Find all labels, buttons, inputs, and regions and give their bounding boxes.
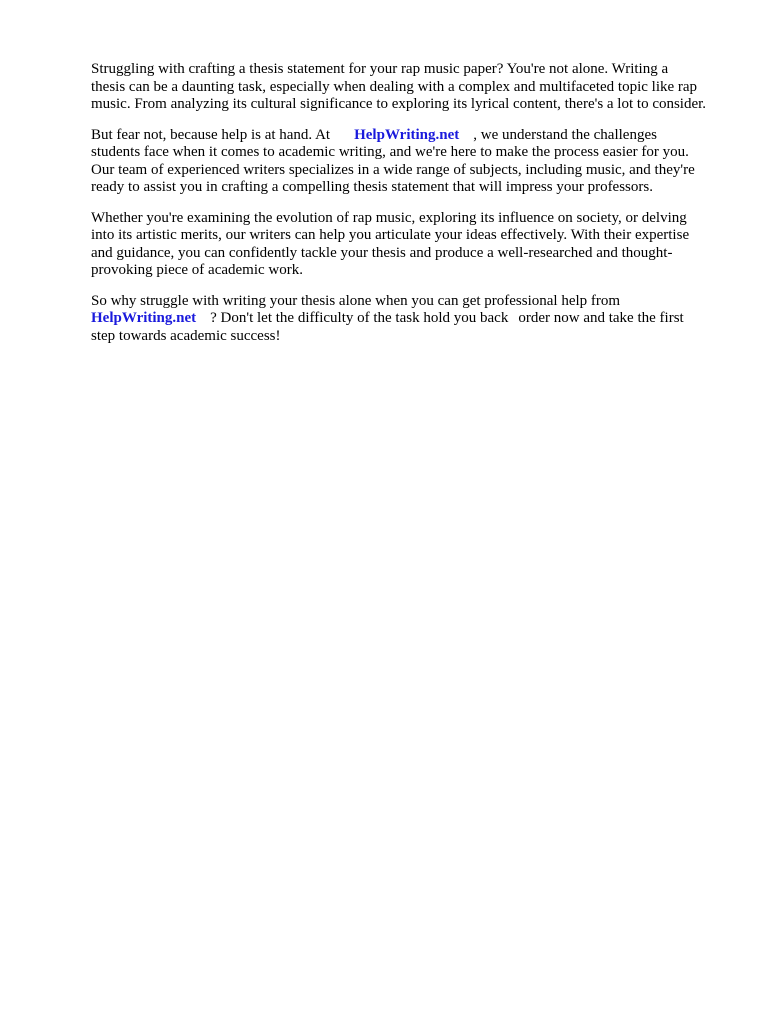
text-line: provoking piece of academic work. (91, 262, 303, 278)
text-line (91, 310, 741, 328)
paragraph-help (91, 127, 741, 197)
text-line (91, 127, 741, 145)
paragraph-closing (91, 293, 741, 346)
document-body (91, 61, 741, 358)
text-line: music. From analyzing its cultural significance to exploring its lyrical content, there's a lot to consider. (91, 96, 707, 112)
text-line: students face when it comes to academic writing, and we're here to make the process easier for you. (91, 144, 689, 160)
text-fragment: ? Don't let the difficulty of the task hold you back (210, 310, 509, 326)
text-line: ready to assist you in crafting a compelling thesis statement that will impress your professors. (91, 179, 653, 195)
paragraph-intro (91, 61, 741, 114)
helpwriting-link[interactable]: HelpWriting.net (354, 126, 460, 143)
text-line: and guidance, you can confidently tackle your thesis and produce a well-researched and thought- (91, 244, 673, 261)
text-line: step towards academic success! (91, 327, 281, 344)
text-line: Our team of experienced writers specializes in a wide range of subjects, including music, and they're (91, 161, 695, 178)
text-line: thesis can be a daunting task, especially when dealing with a complex and multifaceted topic like rap (91, 78, 698, 95)
text-line: Whether you're examining the evolution of rap music, exploring its influence on society, or delving (91, 209, 687, 226)
text-line: into its artistic merits, our writers can help you articulate your ideas effectively. With their expertise (91, 227, 690, 243)
text-line: So why struggle with writing your thesis alone when you can get professional help from (91, 292, 621, 309)
helpwriting-link[interactable]: HelpWriting.net (91, 310, 197, 326)
text-line: Struggling with crafting a thesis statement for your rap music paper? You're not alone. Writing a (91, 61, 669, 77)
text-fragment: , we understand the challenges (473, 126, 657, 143)
text-fragment: order now and take the first (518, 310, 684, 326)
paragraph-whether (91, 210, 741, 280)
text-fragment: But fear not, because help is at hand. At (91, 126, 331, 143)
